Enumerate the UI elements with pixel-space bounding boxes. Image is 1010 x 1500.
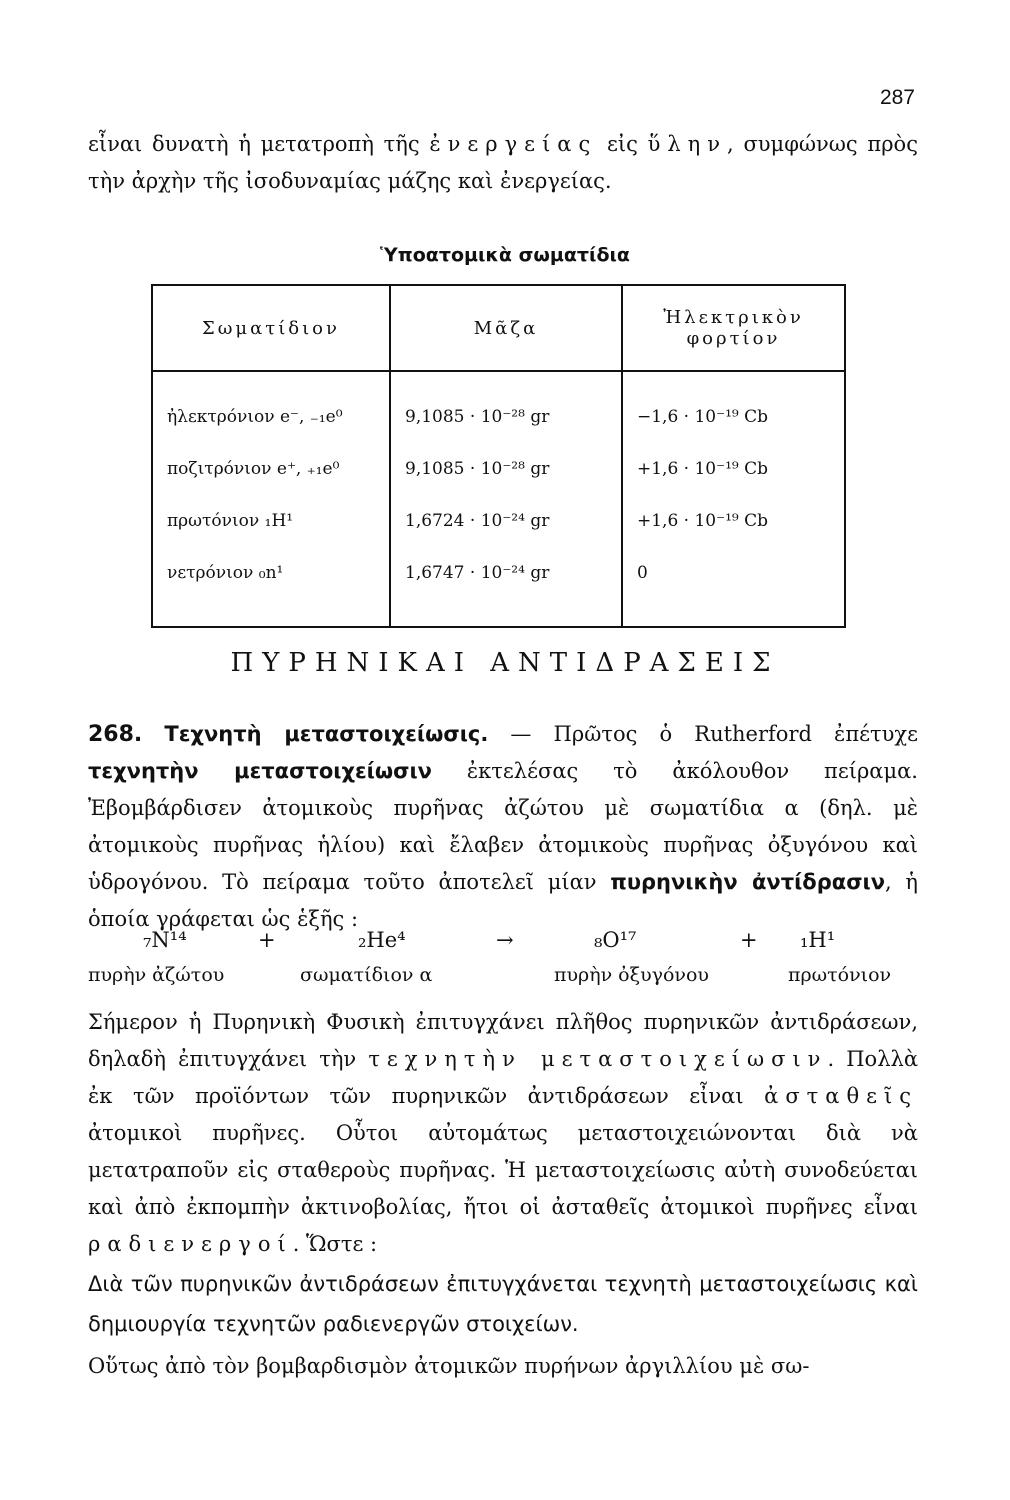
paragraph-text: . Πολλὰ ἐκ τῶν προϊόντων τῶν πυρηνικῶν ἀντιδράσεων εἶναι	[88, 1047, 918, 1108]
page-number: 287	[879, 86, 915, 109]
spaced-term: ἀσταθεῖς	[764, 1084, 918, 1108]
header-particle: Σωματίδιον	[152, 285, 390, 371]
alpha-label: σωματίδιον α	[300, 964, 433, 986]
paragraph-text: ἀτομικοὶ πυρῆνες. Οὗτοι αὐτομάτως μεταστοιχειώνονται διὰ νὰ μετατραποῦν εἰς σταθεροὺς πυρῆνας. Ἡ μεταστοιχείωσις αὐτὴ συνοδεύεται καὶ ἀπὸ ἐκπομπὴν ἀκτινοβολίας, ἤτοι οἱ ἀσταθεῖς ἀτομικοὶ πυρῆνες εἶναι	[88, 1121, 918, 1219]
section-title: ΠΥΡΗΝΙΚΑΙ ΑΝΤΙΔΡΑΣΕΙΣ	[230, 648, 780, 678]
particles-table	[151, 284, 846, 628]
arrow: →	[496, 928, 514, 952]
helium-term: ₂He⁴	[358, 928, 406, 952]
paragraph-text: . Ὥστε :	[292, 1232, 378, 1256]
table-row	[152, 495, 845, 547]
paragraph-268	[88, 716, 918, 938]
intro-text: , συμφώνως	[727, 132, 858, 156]
particle-cell: νετρόνιον ₀n¹	[152, 547, 390, 627]
spaced-term: ραδιενεργοί	[88, 1232, 293, 1256]
mass-cell: 9,1085 · 10⁻²⁸ gr	[390, 371, 622, 443]
header-charge: Ἠλεκτρικὸν φορτίον	[622, 285, 845, 371]
intro-text: πρὸς τὴν ἀρχὴν τῆς ἰσοδυναμίας μάζης καὶ ἐνεργείας.	[88, 132, 918, 193]
intro-spaced-word: ὕλην	[647, 132, 728, 156]
paragraph-today	[88, 1004, 918, 1263]
nitrogen-term: ₇N¹⁴	[143, 928, 187, 952]
charge-cell: +1,6 · 10⁻¹⁹ Cb	[637, 459, 769, 479]
oxygen-term: ₈O¹⁷	[594, 928, 637, 952]
paragraph-text: Σήμερον ἡ Πυρηνικὴ Φυσικὴ ἐπιτυγχάνει πλῆθος πυρηνικῶν ἀντιδράσεων, δηλαδὴ ἐπιτυγχάνει τὴν	[88, 1010, 918, 1071]
header-mass: Μᾶζα	[390, 285, 622, 371]
mass-cell: 9,1085 · 10⁻²⁸ gr	[390, 443, 622, 495]
paragraph-text: ἐκτελέσας τὸ ἀκόλουθον πείραμα. Ἐβομβάρδισεν ἀτομικοὺς πυρῆνας ἀζώτου μὲ σωματίδια α (δηλ. μὲ ἀτομικοὺς πυρῆνας ἡλίου) καὶ ἔλαβεν ἀτομικοὺς πυρῆνας ὀξυγόνου καὶ ὑδρογόνου. Τὸ πείραμα τοῦτο ἀποτελεῖ μίαν	[88, 759, 918, 894]
charge-cell: 0	[637, 563, 648, 583]
plus-sign: +	[740, 928, 758, 952]
table-row	[152, 547, 845, 627]
intro-text: εἰς	[597, 132, 648, 156]
mass-cell: 1,6747 · 10⁻²⁴ gr	[390, 547, 622, 627]
plus-sign: +	[258, 928, 276, 952]
intro-spaced-word: ἐνεργείας	[429, 132, 598, 156]
paragraph-text: , ἡ ὁποία γράφεται ὡς ἑξῆς :	[88, 870, 919, 931]
table-row	[152, 371, 845, 443]
last-line: Οὕτως ἀπὸ τὸν βομβαρδισμὸν ἀτομικῶν πυρήνων ἀργιλλίου μὲ σω-	[88, 1354, 810, 1378]
paragraph-heading: Τεχνητὴ μεταστοιχείωσις.	[164, 722, 489, 746]
bold-term: πυρηνικὴν ἀντίδρασιν	[610, 870, 886, 894]
paragraph-text: — Πρῶτος ὁ Rutherford ἐπέτυχε	[488, 722, 918, 746]
proton-label: πρωτόνιον	[788, 964, 892, 986]
particle-cell: ἠλεκτρόνιον e⁻, ₋₁e⁰	[152, 371, 390, 443]
intro-text: εἶναι δυνατὴ ἡ μετατροπὴ τῆς	[88, 132, 430, 156]
hydrogen-term: ₁H¹	[800, 928, 836, 952]
table-row	[152, 443, 845, 495]
particle-cell: ποζιτρόνιον e⁺, ₊₁e⁰	[152, 443, 390, 495]
nuclear-reaction-equation	[88, 928, 928, 998]
particle-cell: πρωτόνιον ₁H¹	[152, 495, 390, 547]
charge-cell: −1,6 · 10⁻¹⁹ Cb	[637, 407, 769, 427]
mass-cell: 1,6724 · 10⁻²⁴ gr	[390, 495, 622, 547]
bold-term: τεχνητὴν μεταστοιχείωσιν	[88, 759, 432, 783]
intro-paragraph	[88, 126, 918, 200]
charge-cell: +1,6 · 10⁻¹⁹ Cb	[637, 511, 769, 531]
spaced-term: τεχνητὴν μεταστοιχείωσιν	[368, 1047, 828, 1071]
nitrogen-label: πυρὴν ἀζώτου	[88, 964, 225, 986]
conclusion-paragraph: Διὰ τῶν πυρηνικῶν ἀντιδράσεων ἐπιτυγχάνεται τεχνητὴ μεταστοιχείωσις καὶ δημιουργία τεχνητῶν ραδιενεργῶν στοιχείων.	[88, 1272, 918, 1336]
oxygen-label: πυρὴν ὀξυγόνου	[554, 964, 709, 986]
table-title: Ὑποατομικὰ σωματίδια	[380, 244, 630, 266]
paragraph-number: 268.	[88, 722, 143, 747]
